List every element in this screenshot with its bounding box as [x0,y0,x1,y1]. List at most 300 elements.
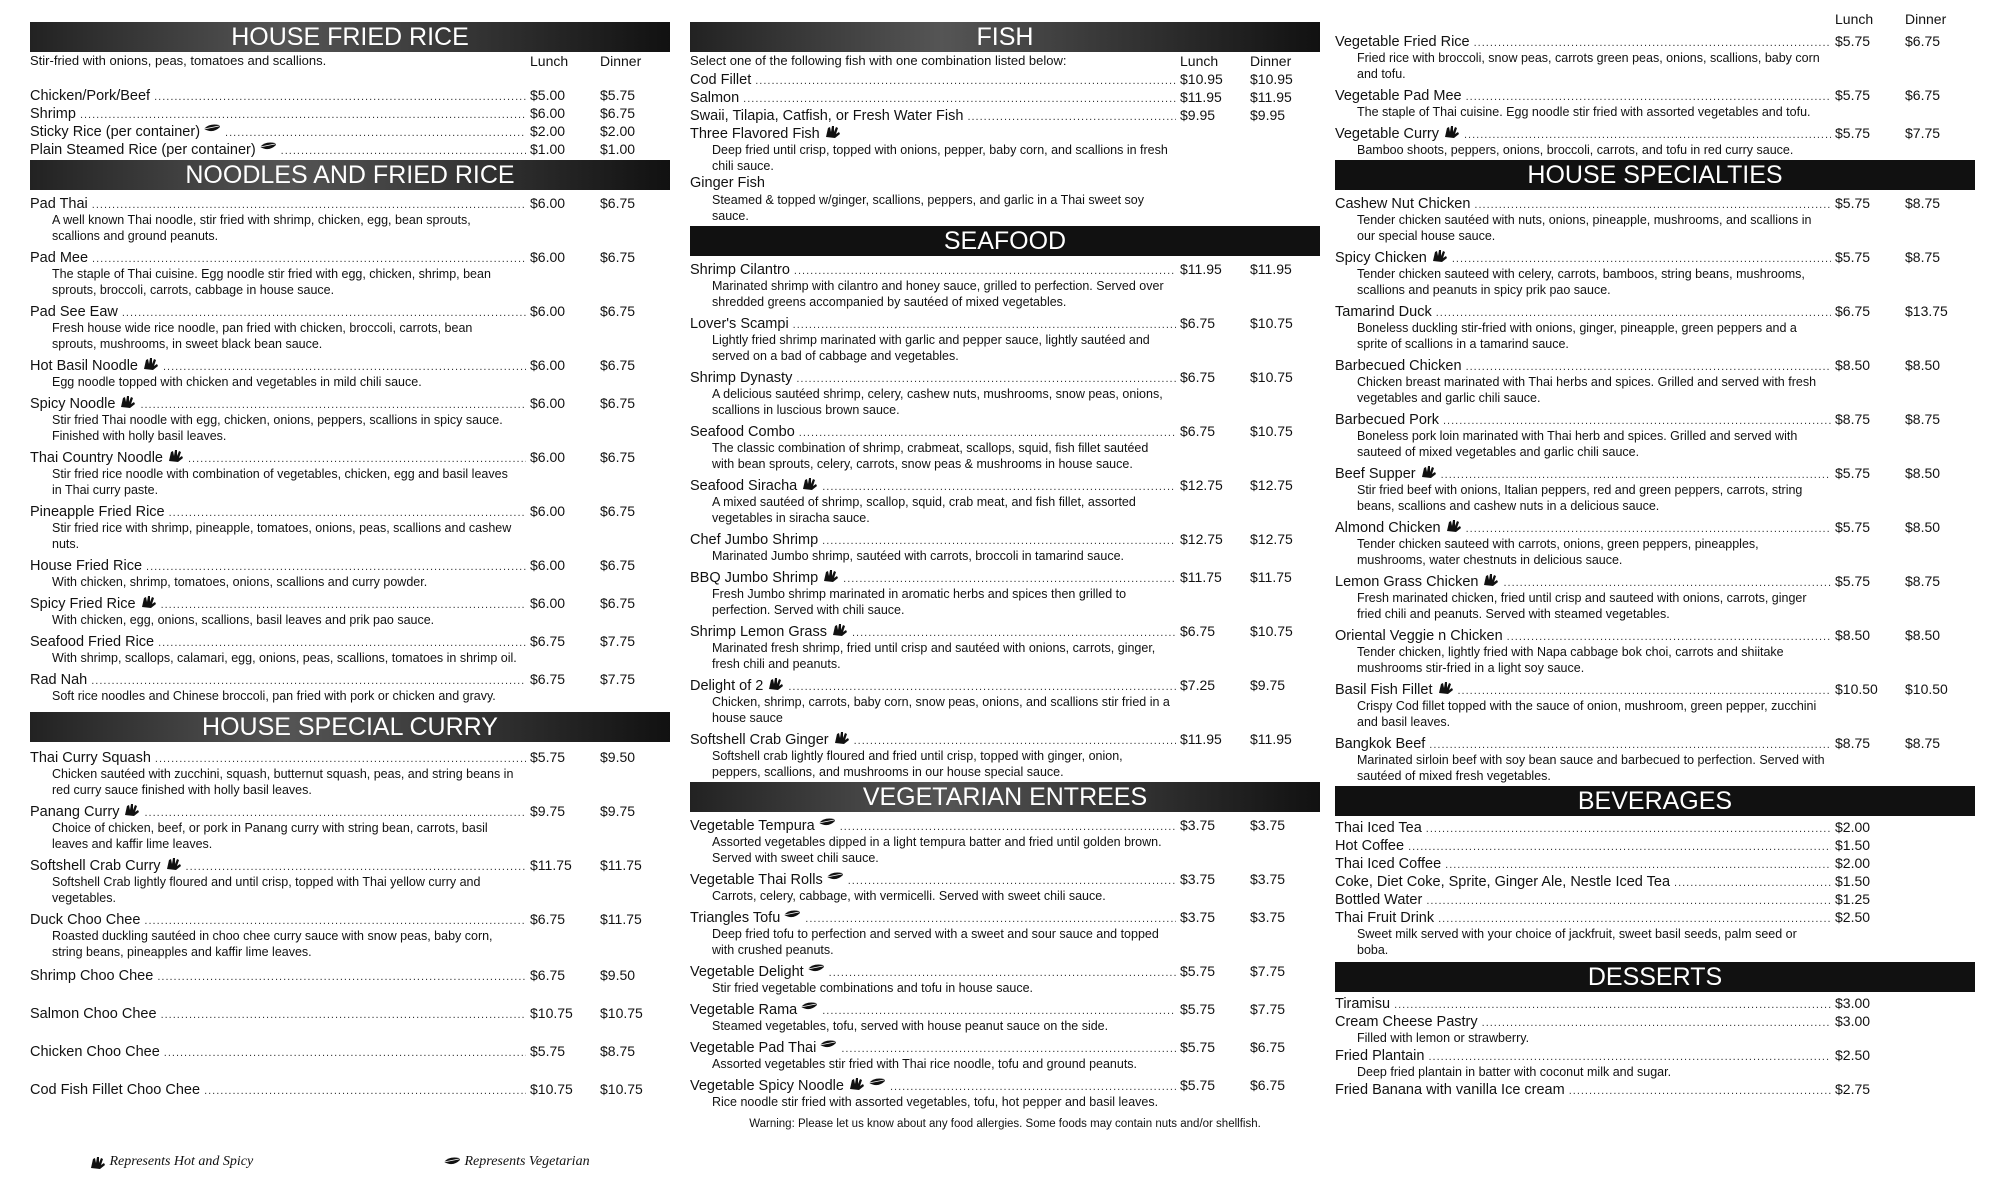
price: $1.50 [1835,873,1871,889]
price: $6.00 [530,395,566,411]
price: $2.00 [1835,819,1871,835]
lunch-label: Lunch [1835,11,1874,27]
item-name: Lover's Scampi [690,316,789,332]
item-description: Fried rice with broccoli, snow peas, carrots green peas, onions, scallions, baby corn and tofu. [1357,51,1820,81]
item-name: Chicken/Pork/Beef [30,88,151,104]
price: $11.95 [1180,261,1222,277]
menu-item [30,856,670,906]
item-name: Shrimp Choo Chee [30,968,154,984]
menu-item [30,122,670,140]
menu-item [1335,464,1975,514]
item-name: BBQ Jumbo Shrimp [690,570,819,586]
price: $5.75 [1835,125,1871,141]
vegetarian-icon [259,140,277,154]
item-description: Sweet milk served with your choice of jackfruit, sweet basil seeds, palm seed or boba. [1357,927,1797,957]
menu-item [30,1080,670,1098]
price: $5.75 [1835,33,1871,49]
price: $8.75 [1835,411,1871,427]
lunch-label: Lunch [530,53,569,69]
item-name: Cod Fillet [690,72,752,88]
dinner-label: Dinner [1905,11,1947,27]
item-name: Pad Thai [30,196,88,212]
price: $2.50 [1835,909,1871,925]
menu-column-1 [30,0,670,1204]
item-name: Barbecued Chicken [1335,358,1462,374]
price: $3.75 [1250,909,1286,925]
price: $5.75 [530,1043,566,1059]
price: $9.50 [600,749,636,765]
section-title-vegetarian: VEGETARIAN ENTREES [690,782,1320,812]
price: $5.75 [1180,1001,1216,1017]
price: $12.75 [1180,477,1223,493]
item-description: Filled with lemon or strawberry. [1357,1031,1530,1045]
item-name: Spicy Noodle [30,396,116,412]
item-name: Seafood Fried Rice [30,634,155,650]
seafood-list [690,260,1320,780]
menu-item [690,422,1320,472]
price: $5.75 [600,87,636,103]
menu-item [690,816,1320,866]
vegetarian-icon [819,1038,837,1052]
price: $6.75 [1180,623,1216,639]
price: $10.95 [1180,71,1223,87]
item-description: Marinated sirloin beef with soy bean sauce and barbecued to perfection. Served with sautéed of mixed fresh vegetables. [1357,753,1825,783]
menu-item [30,748,670,798]
vegetarian-icon [868,1076,886,1090]
price: $10.75 [1250,623,1293,639]
item-name: Ginger Fish [690,175,765,191]
item-description: Tender chicken sautéed with nuts, onions, pineapple, mushrooms, and scallions in our special house sauce. [1357,213,1812,243]
price: $11.95 [1250,731,1292,747]
item-name: Seafood Combo [690,424,795,440]
menu-item [30,632,670,666]
price-header [30,52,670,70]
price: $10.75 [530,1005,573,1021]
menu-item [690,1038,1320,1072]
menu-item [1335,734,1975,784]
price: $10.75 [600,1005,643,1021]
menu-item [30,86,670,104]
price: $9.75 [600,803,636,819]
price: $5.75 [1835,519,1871,535]
price: $5.00 [530,87,566,103]
item-name: Delight of 2 [690,678,764,694]
price: $10.95 [1250,71,1293,87]
price: $6.75 [1250,1039,1286,1055]
dinner-label: Dinner [1250,53,1292,69]
item-name: Vegetable Fried Rice [1335,34,1470,50]
item-name: Cashew Nut Chicken [1335,196,1471,212]
item-description: Fresh house wide rice noodle, pan fried with chicken, broccoli, carrots, bean sprouts, mushrooms, in sweet black bean sauce. [52,321,473,351]
menu-item [1335,194,1975,244]
menu-item [690,368,1320,418]
price: $11.95 [1180,731,1222,747]
price: $1.25 [1835,891,1871,907]
menu-item [1335,32,1975,82]
menu-item [30,394,670,444]
price: $6.75 [600,105,636,121]
price: $9.95 [1250,107,1286,123]
item-name: Sticky Rice (per container) [30,124,201,140]
price: $8.50 [1905,627,1941,643]
item-description: Softshell crab lightly floured and fried until crisp, topped with ginger, onion, peppers, scallions, and mushrooms in our house special sauce. [712,749,1123,779]
vegetarian-icon [826,870,844,884]
allergy-warning: Warning: Please let us know about any food allergies. Some foods may contain nuts and/or shellfish. [749,1118,1261,1130]
item-name: Three Flavored Fish [690,126,820,142]
menu-item [690,314,1320,364]
price: $11.95 [1180,89,1222,105]
item-description: The staple of Thai cuisine. Egg noodle stir fried with assorted vegetables and tofu. [1357,105,1811,119]
vegetarian-list [690,816,1320,1110]
item-description: Carrots, celery, cabbage, with vermicelli. Served with sweet chili sauce. [712,889,1106,903]
desserts-list [1335,994,1975,1098]
item-description: Stir fried rice with shrimp, pineapple, tomatoes, onions, peas, scallions and cashew nuts. [52,521,512,551]
price: $6.75 [600,557,636,573]
menu-item [1335,410,1975,460]
item-name: Softshell Crab Ginger [690,732,829,748]
price: $5.75 [1835,249,1871,265]
item-name: Thai Iced Coffee [1335,856,1442,872]
item-description: A well known Thai noodle, stir fried with shrimp, chicken, egg, bean sprouts, scallions and ground peanuts. [52,213,471,243]
price: $8.50 [1835,357,1871,373]
price: $6.75 [1250,1077,1286,1093]
price: $6.75 [530,633,566,649]
hot-spicy-icon [164,856,182,870]
price: $2.75 [1835,1081,1871,1097]
section-title-house-specialties: HOUSE SPECIALTIES [1335,160,1975,190]
price: $9.95 [1180,107,1216,123]
menu-item [690,622,1320,672]
hot-spicy-icon [1481,572,1499,586]
item-description: With chicken, egg, onions, scallions, basil leaves and prik pao sauce. [52,613,435,627]
item-name: Chef Jumbo Shrimp [690,532,819,548]
price: $11.75 [600,911,642,927]
item-name: Thai Fruit Drink [1335,910,1435,926]
price: $6.00 [530,303,566,319]
price: $5.75 [1180,1077,1216,1093]
price: $6.00 [530,195,566,211]
menu-item [690,106,1320,124]
item-name: Cream Cheese Pastry [1335,1014,1478,1030]
menu-item [690,124,1320,174]
item-name: House Fried Rice [30,558,143,574]
price: $8.50 [1835,627,1871,643]
item-name: Fried Banana with vanilla Ice cream [1335,1082,1565,1098]
menu-item [30,502,670,552]
hot-spicy-icon [141,356,159,370]
menu-column-3 [1335,0,1975,1204]
price: $8.75 [1835,735,1871,751]
menu-item [30,910,670,960]
menu-item [690,476,1320,526]
price: $8.50 [1905,519,1941,535]
legend-hot [85,1154,253,1170]
item-name: Lemon Grass Chicken [1335,574,1479,590]
item-name: Shrimp [30,106,76,122]
item-description: Chicken, shrimp, carrots, baby corn, snow peas, onions, and scallions stir fried in a house sauce [712,695,1170,725]
item-name: Rad Nah [30,672,88,688]
price: $6.75 [1180,315,1216,331]
legend-vegetarian [440,1154,590,1170]
price: $6.75 [1180,423,1216,439]
section-title-desserts: DESSERTS [1335,962,1975,992]
menu-item [1335,994,1975,1012]
hot-spicy-icon [1430,248,1448,262]
menu-item [30,1042,670,1060]
price: $6.75 [600,595,636,611]
price: $3.75 [1250,871,1286,887]
item-description: Egg noodle topped with chicken and vegetables in mild chili sauce. [52,375,422,389]
vegetarian-icon [443,1155,461,1169]
price: $2.00 [600,123,636,139]
price: $10.75 [600,1081,643,1097]
menu-item [30,194,670,244]
price: $6.75 [600,249,636,265]
item-name: Thai Iced Tea [1335,820,1422,836]
item-description: Deep fried plantain in batter with coconut milk and sugar. [1357,1065,1672,1079]
price: $6.00 [530,449,566,465]
item-name: Panang Curry [30,804,120,820]
item-description: With shrimp, scallops, calamari, egg, onions, peas, scallions, tomatoes in shrimp oil. [52,651,517,665]
price: $8.75 [1905,735,1941,751]
item-name: Triangles Tofu [690,910,781,926]
dinner-label: Dinner [600,53,642,69]
menu-item [30,448,670,498]
price: $12.75 [1250,477,1293,493]
item-name: Vegetable Curry [1335,126,1439,142]
price: $5.75 [1180,1039,1216,1055]
menu-item [30,556,670,590]
item-name: Cod Fish Fillet Choo Chee [30,1082,201,1098]
hot-spicy-icon [1442,124,1460,138]
section-title-curry: HOUSE SPECIAL CURRY [30,712,670,742]
price: $7.75 [600,671,636,687]
price: $2.00 [530,123,566,139]
item-name: Salmon [690,90,740,106]
menu-item [1335,124,1975,158]
vegetarian-icon [807,962,825,976]
item-description: A mixed sautéed of shrimp, scallop, squid, crab meat, and fish fillet, assorted vegetables in siracha sauce. [712,495,1136,525]
price: $6.00 [530,595,566,611]
price: $6.00 [530,105,566,121]
item-description: Fresh marinated chicken, fried until crisp and sauteed with onions, carrots, ginger fried chili and peanuts. Served with steamed vegetables. [1357,591,1807,621]
menu-item [690,530,1320,564]
section-title-beverages: BEVERAGES [1335,786,1975,816]
menu-item [690,174,1320,224]
item-name: Vegetable Tempura [690,818,815,834]
hot-spicy-icon [1436,680,1454,694]
menu-item [30,302,670,352]
item-name: Bangkok Beef [1335,736,1426,752]
item-description: Assorted vegetables stir fried with Thai rice noodle, tofu and ground peanuts. [712,1057,1138,1071]
price: $9.75 [530,803,566,819]
menu-item [30,594,670,628]
item-name: Vegetable Pad Thai [690,1040,817,1056]
price: $6.75 [600,357,636,373]
price: $11.75 [600,857,642,873]
item-name: Hot Coffee [1335,838,1405,854]
price: $6.75 [1835,303,1871,319]
price: $6.75 [530,671,566,687]
menu-item [1335,1046,1975,1080]
item-description: Bamboo shoots, peppers, onions, broccoli, carrots, and tofu in red curry sauce. [1357,143,1794,157]
price: $13.75 [1905,303,1948,319]
menu-item [690,870,1320,904]
item-description: Chicken sautéed with zucchini, squash, butternut squash, peas, and string beans in red curry sauce finished with holly basil leaves. [52,767,514,797]
item-name: Basil Fish Fillet [1335,682,1433,698]
menu-item [30,1004,670,1022]
price: $1.50 [1835,837,1871,853]
hot-spicy-icon [821,568,839,582]
price: $8.75 [1905,573,1941,589]
item-name: Softshell Crab Curry [30,858,161,874]
menu-item [1335,680,1975,730]
price: $8.75 [600,1043,636,1059]
item-name: Vegetable Rama [690,1002,798,1018]
item-name: Salmon Choo Chee [30,1006,157,1022]
item-description: Roasted duckling sautéed in choo chee curry sauce with snow peas, baby corn, string beans, pineapples and kaffir lime leaves. [52,929,493,959]
item-description: Assorted vegetables dipped in a light tempura batter and fried until golden brown. Served with sweet chili sauce. [712,835,1162,865]
item-name: Plain Steamed Rice (per container) [30,142,256,158]
hot-spicy-icon [847,1076,865,1090]
menu-item [30,140,670,158]
item-description: Crispy Cod fillet topped with the sauce of onion, mushroom, green pepper, zucchini and basil leaves. [1357,699,1817,729]
price: $11.95 [1250,261,1292,277]
price: $2.50 [1835,1047,1871,1063]
price: $8.50 [1905,357,1941,373]
price: $6.75 [530,967,566,983]
item-name: Vegetable Spicy Noodle [690,1078,844,1094]
item-description: Deep fried until crisp, topped with onions, pepper, baby corn, and scallions in fresh chili sauce. [712,143,1168,173]
item-description: Choice of chicken, beef, or pork in Panang curry with string bean, carrots, basil leaves and kaffir lime leaves. [52,821,488,851]
hot-spicy-icon [166,448,184,462]
item-description: Fresh Jumbo shrimp marinated in aromatic herbs and spices then grilled to perfection. Served with chili sauce. [712,587,1127,617]
hot-spicy-icon [1444,518,1462,532]
price: $10.75 [1250,315,1293,331]
price: $7.75 [1250,963,1286,979]
hot-spicy-icon [139,594,157,608]
price: $6.00 [530,357,566,373]
price: $10.75 [1250,369,1293,385]
item-description: A delicious sautéed shrimp, celery, cashew nuts, mushrooms, snow peas, onions, scallions in luscious brown sauce. [712,387,1163,417]
price: $11.75 [1180,569,1222,585]
item-name: Represents Vegetarian [464,1154,590,1169]
menu-item [690,88,1320,106]
menu-item [1335,908,1975,958]
price: $10.75 [530,1081,573,1097]
item-name: Beef Supper [1335,466,1416,482]
item-name: Thai Country Noodle [30,450,163,466]
item-name: Fried Plantain [1335,1048,1425,1064]
item-name: Tiramisu [1335,996,1391,1012]
price: $8.75 [1905,249,1941,265]
price: $6.75 [1180,369,1216,385]
hot-spicy-icon [823,124,841,138]
item-description: Tender chicken sauteed with celery, carrots, bamboos, string beans, mushrooms, scallions and peanuts in spicy prik pao sauce. [1357,267,1805,297]
vegetarian-icon [818,816,836,830]
menu-item [1335,302,1975,352]
hot-spicy-icon [118,394,136,408]
price: $6.75 [600,449,636,465]
price: $3.75 [1180,909,1216,925]
item-description: Steamed vegetables, tofu, served with house peanut sauce on the side. [712,1019,1109,1033]
section-title-fish: FISH [690,22,1320,52]
item-description: The classic combination of shrimp, crabmeat, scallops, squid, fish fillet sautéed with bean sprouts, celery, carrots, snow peas & mushrooms in house sauce. [712,441,1149,471]
price: $3.75 [1180,817,1216,833]
price: $11.95 [1250,89,1292,105]
section-title-seafood: SEAFOOD [690,226,1320,256]
price: $6.00 [530,557,566,573]
price: $7.25 [1180,677,1216,693]
item-description: Chicken breast marinated with Thai herbs and spices. Grilled and served with fresh vegetables and garlic chili sauce. [1357,375,1817,405]
menu-item [690,908,1320,958]
section-intro: Select one of the following fish with one combination listed below: [690,53,1067,68]
price: $5.75 [1835,87,1871,103]
price: $5.75 [1835,573,1871,589]
item-name: Spicy Fried Rice [30,596,136,612]
menu-item [1335,890,1975,908]
noodles-list [30,194,670,704]
item-description: Boneless duckling stir-fried with onions, ginger, pineapple, green peppers and a sprite of scallions in a tamarind sauce. [1357,321,1797,351]
price: $1.00 [530,141,566,157]
price: $5.75 [1835,465,1871,481]
section-title-house-fried-rice: HOUSE FRIED RICE [30,22,670,52]
menu-item [30,670,670,704]
item-description: Lightly fried shrimp marinated with garlic and pepper sauce, lightly sautéed and served on a bad of cabbage and vegetables. [712,333,1150,363]
menu-item [690,70,1320,88]
curry-list [30,748,670,1098]
item-description: Steamed & topped w/ginger, scallions, peppers, and garlic in a Thai sweet soy sauce. [712,193,1144,223]
menu-item [30,104,670,122]
price: $11.75 [530,857,572,873]
price: $9.75 [1250,677,1286,693]
item-description: Stir fried beef with onions, Italian peppers, red and green peppers, carrots, string beans, scallions and cashew nuts in a delicious sauce. [1357,483,1803,513]
lunch-label: Lunch [1180,53,1219,69]
menu-item [1335,248,1975,298]
item-name: Vegetable Pad Mee [1335,88,1462,104]
beverages-list [1335,818,1975,958]
price: $3.75 [1250,817,1286,833]
item-name: Duck Choo Chee [30,912,141,928]
price: $6.75 [600,303,636,319]
price: $3.00 [1835,1013,1871,1029]
hot-spicy-icon [830,622,848,636]
item-name: Oriental Veggie n Chicken [1335,628,1503,644]
menu-item [1335,356,1975,406]
section-intro: Stir-fried with onions, peas, tomatoes and scallions. [30,53,327,68]
item-name: Shrimp Dynasty [690,370,793,386]
price: $6.00 [530,503,566,519]
vegetarian-continued-list [1335,32,1975,158]
item-description: Stir fried Thai noodle with egg, chicken, onions, peppers, scallions in spicy sauce. Finished with holly basil leaves. [52,413,503,443]
item-name: Pad Mee [30,250,89,266]
price: $6.75 [530,911,566,927]
menu-item [1335,854,1975,872]
price: $7.75 [1905,125,1941,141]
item-description: Tender chicken, lightly fried with Napa cabbage bok choi, carrots and shiitake mushrooms stir-fried in a light soy sauce. [1357,645,1784,675]
menu-item [690,962,1320,996]
price-header [690,52,1320,70]
price: $6.75 [1905,87,1941,103]
price: $10.75 [1250,423,1293,439]
section-title-noodles: NOODLES AND FRIED RICE [30,160,670,190]
price: $3.00 [1835,995,1871,1011]
price: $12.75 [1180,531,1223,547]
item-name: Chicken Choo Chee [30,1044,160,1060]
menu-item [1335,818,1975,836]
item-description: Marinated shrimp with cilantro and honey sauce, grilled to perfection. Served over shredded greens accompanied by sautéed of mixed vegetables. [712,279,1164,309]
item-description: Marinated Jumbo shrimp, sautéed with carrots, broccoli in tamarind sauce. [712,549,1124,563]
